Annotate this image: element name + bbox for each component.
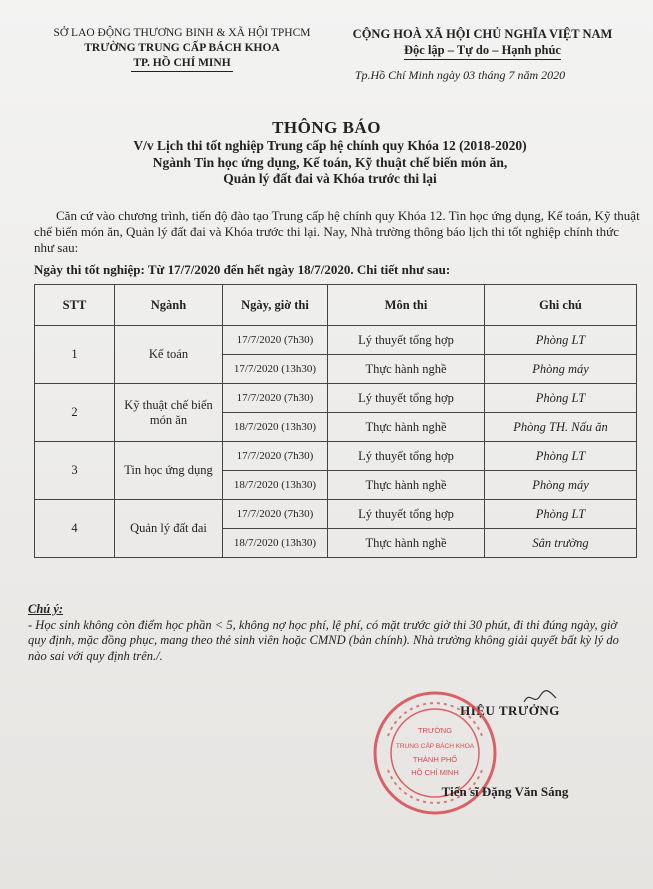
note-section <box>28 602 638 664</box>
header-major: Ngành <box>115 285 223 326</box>
cell-major: Kỹ thuật chế biến món ăn <box>115 384 223 442</box>
cell-note: Phòng máy <box>485 471 637 500</box>
cell-subject: Thực hành nghề <box>328 529 485 558</box>
cell-stt: 1 <box>35 326 115 384</box>
table-row <box>35 442 637 471</box>
seal-line: THÀNH PHỐ <box>412 755 458 764</box>
cell-datetime: 17/7/2020 (7h30) <box>223 384 328 413</box>
issuer-header <box>22 26 342 72</box>
national-header <box>330 26 635 60</box>
cell-subject: Lý thuyết tổng hợp <box>328 442 485 471</box>
cell-note: Phòng TH. Nấu ăn <box>485 413 637 442</box>
note-heading: Chú ý: <box>28 602 64 616</box>
seal-line: TRƯỜNG <box>417 726 453 735</box>
cell-stt: 4 <box>35 500 115 558</box>
cell-datetime: 18/7/2020 (13h30) <box>223 471 328 500</box>
table-row <box>35 500 637 529</box>
note-text: - Học sinh không còn điểm học phần < 5, không nợ học phí, lệ phí, có mặt trước giờ thi 30 phút, đi thi đúng ngày, giờ quy định, mặc đồng phục, mang theo thẻ sinh viên hoặc CMND (bản chính). Nhà trường không giải quyết bất kỳ lý do nào sai với quy định trên./. <box>28 617 619 663</box>
header-subject: Môn thi <box>328 285 485 326</box>
school-city: TP. HỒ CHÍ MINH <box>131 56 232 72</box>
signature-mark-icon <box>520 688 560 708</box>
cell-note: Sân trường <box>485 529 637 558</box>
cell-subject: Lý thuyết tổng hợp <box>328 326 485 355</box>
cell-datetime: 17/7/2020 (7h30) <box>223 500 328 529</box>
republic-name: CỘNG HOÀ XÃ HỘI CHỦ NGHĨA VIỆT NAM <box>352 27 613 41</box>
document-title: THÔNG BÁO <box>272 118 381 137</box>
cell-note: Phòng LT <box>485 326 637 355</box>
cell-subject: Thực hành nghề <box>328 355 485 384</box>
national-motto: Độc lập – Tự do – Hạnh phúc <box>404 42 561 60</box>
ministry-name: SỞ LAO ĐỘNG THƯƠNG BINH & XÃ HỘI TPHCM <box>53 27 311 39</box>
cell-note: Phòng máy <box>485 355 637 384</box>
body-text: Căn cứ vào chương trình, tiến độ đào tạo Trung cấp hệ chính quy Khóa 12. Tin học ứng dụng, Kế toán, Kỹ thuật chế biến món ăn, Quản lý đất đai và Khóa trước thi lại. Nay, Nhà trường thông báo lịch thi tốt nghiệp chính thức như sau: <box>34 208 640 255</box>
subtitle-line: Quản lý đất đai và Khóa trước thi lại <box>223 171 437 186</box>
cell-subject: Thực hành nghề <box>328 413 485 442</box>
exam-date-line: Ngày thi tốt nghiệp: Từ 17/7/2020 đến hết ngày 18/7/2020. Chi tiết như sau: <box>34 262 451 277</box>
cell-subject: Lý thuyết tổng hợp <box>328 500 485 529</box>
subtitle-line: Ngành Tin học ứng dụng, Kế toán, Kỹ thuật chế biến món ăn, <box>152 154 508 170</box>
exam-schedule-table <box>34 284 637 558</box>
document-subtitle <box>40 138 620 188</box>
cell-note: Phòng LT <box>485 384 637 413</box>
seal-line: TRUNG CẤP BÁCH KHOA <box>395 743 475 750</box>
seal-line: HỒ CHÍ MINH <box>411 768 459 777</box>
body-paragraph <box>34 208 640 256</box>
cell-datetime: 17/7/2020 (7h30) <box>223 326 328 355</box>
header-stt: STT <box>35 285 115 326</box>
cell-subject: Lý thuyết tổng hợp <box>328 384 485 413</box>
header-note: Ghi chú <box>485 285 637 326</box>
table-row <box>35 384 637 413</box>
cell-major: Quản lý đất đai <box>115 500 223 558</box>
cell-datetime: 17/7/2020 (13h30) <box>223 355 328 384</box>
table-row <box>35 326 637 355</box>
cell-datetime: 18/7/2020 (13h30) <box>223 529 328 558</box>
place-date: Tp.Hồ Chí Minh ngày 03 tháng 7 năm 2020 <box>354 68 566 82</box>
cell-note: Phòng LT <box>485 500 637 529</box>
school-name: TRƯỜNG TRUNG CẤP BÁCH KHOA <box>84 42 280 54</box>
signer-name: Tiến sĩ Đặng Văn Sáng <box>441 784 569 799</box>
cell-subject: Thực hành nghề <box>328 471 485 500</box>
cell-note: Phòng LT <box>485 442 637 471</box>
subtitle-line: V/v Lịch thi tốt nghiệp Trung cấp hệ chính quy Khóa 12 (2018-2020) <box>133 138 527 153</box>
cell-stt: 3 <box>35 442 115 500</box>
signer-title: HIỆU TRƯỞNG <box>460 703 560 718</box>
cell-datetime: 18/7/2020 (13h30) <box>223 413 328 442</box>
table-header-row <box>35 285 637 326</box>
cell-datetime: 17/7/2020 (7h30) <box>223 442 328 471</box>
header-datetime: Ngày, giờ thi <box>223 285 328 326</box>
cell-major: Kế toán <box>115 326 223 384</box>
cell-stt: 2 <box>35 384 115 442</box>
cell-major: Tin học ứng dụng <box>115 442 223 500</box>
